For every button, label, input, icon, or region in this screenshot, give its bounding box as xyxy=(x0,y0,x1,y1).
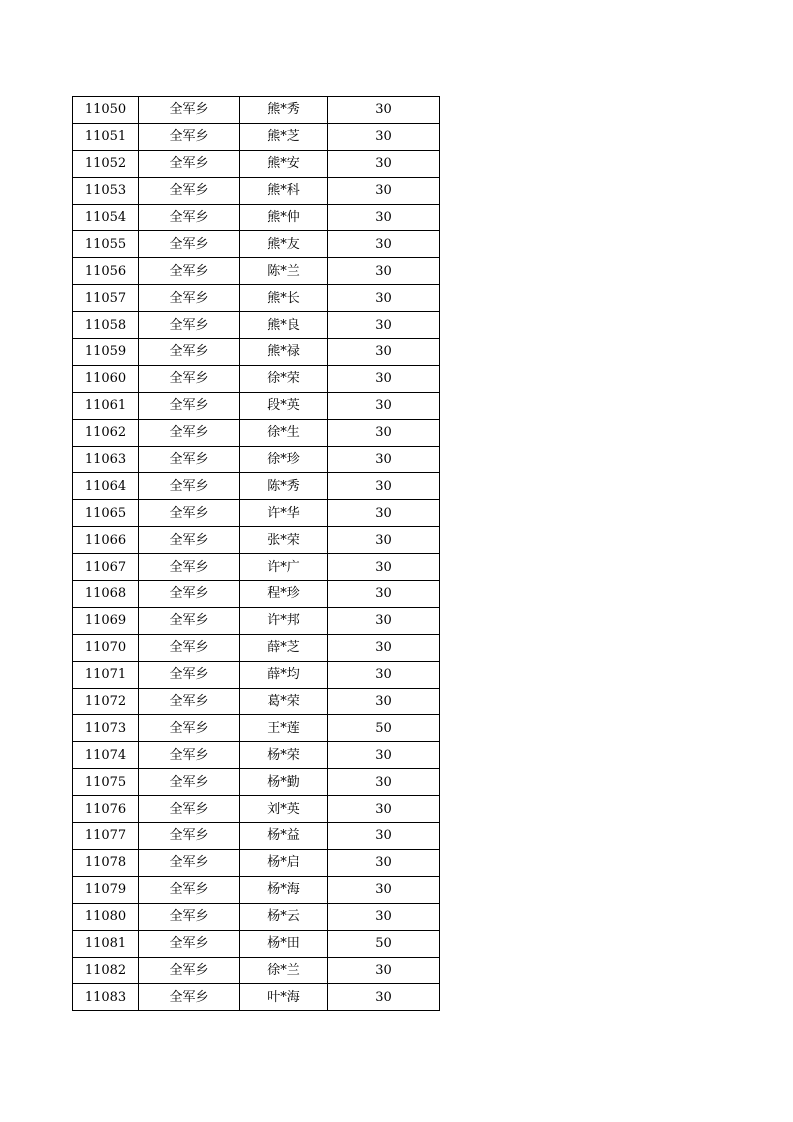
row-id-cell: 11058 xyxy=(73,312,139,339)
row-id-cell: 11080 xyxy=(73,903,139,930)
row-id-cell: 11060 xyxy=(73,365,139,392)
township-cell: 全军乡 xyxy=(139,312,240,339)
row-id-cell: 11083 xyxy=(73,984,139,1011)
table-row xyxy=(73,823,440,850)
township-cell: 全军乡 xyxy=(139,634,240,661)
row-id-cell: 11051 xyxy=(73,123,139,150)
table-row xyxy=(73,957,440,984)
person-name-cell: 杨*海 xyxy=(240,876,328,903)
person-name-cell: 徐*兰 xyxy=(240,957,328,984)
amount-cell: 30 xyxy=(328,392,440,419)
row-id-cell: 11059 xyxy=(73,339,139,366)
township-cell: 全军乡 xyxy=(139,581,240,608)
person-name-cell: 熊*秀 xyxy=(240,97,328,124)
person-name-cell: 刘*英 xyxy=(240,796,328,823)
person-name-cell: 熊*科 xyxy=(240,177,328,204)
amount-cell: 30 xyxy=(328,339,440,366)
amount-cell: 30 xyxy=(328,796,440,823)
row-id-cell: 11074 xyxy=(73,742,139,769)
township-cell: 全军乡 xyxy=(139,204,240,231)
table-row xyxy=(73,554,440,581)
amount-cell: 30 xyxy=(328,554,440,581)
row-id-cell: 11068 xyxy=(73,581,139,608)
row-id-cell: 11066 xyxy=(73,527,139,554)
amount-cell: 30 xyxy=(328,527,440,554)
table-row xyxy=(73,581,440,608)
row-id-cell: 11079 xyxy=(73,876,139,903)
amount-cell: 50 xyxy=(328,930,440,957)
row-id-cell: 11071 xyxy=(73,661,139,688)
table-row xyxy=(73,661,440,688)
row-id-cell: 11072 xyxy=(73,688,139,715)
table-row xyxy=(73,527,440,554)
row-id-cell: 11076 xyxy=(73,796,139,823)
township-cell: 全军乡 xyxy=(139,231,240,258)
row-id-cell: 11082 xyxy=(73,957,139,984)
township-cell: 全军乡 xyxy=(139,957,240,984)
amount-cell: 30 xyxy=(328,123,440,150)
township-cell: 全军乡 xyxy=(139,903,240,930)
roster-table-body xyxy=(73,97,440,1011)
amount-cell: 30 xyxy=(328,419,440,446)
amount-cell: 30 xyxy=(328,365,440,392)
person-name-cell: 杨*田 xyxy=(240,930,328,957)
amount-cell: 30 xyxy=(328,957,440,984)
table-row xyxy=(73,984,440,1011)
amount-cell: 30 xyxy=(328,769,440,796)
person-name-cell: 熊*芝 xyxy=(240,123,328,150)
table-row xyxy=(73,849,440,876)
person-name-cell: 王*莲 xyxy=(240,715,328,742)
person-name-cell: 杨*荣 xyxy=(240,742,328,769)
roster-table xyxy=(72,96,440,1011)
township-cell: 全军乡 xyxy=(139,446,240,473)
person-name-cell: 杨*云 xyxy=(240,903,328,930)
row-id-cell: 11055 xyxy=(73,231,139,258)
table-row xyxy=(73,607,440,634)
township-cell: 全军乡 xyxy=(139,473,240,500)
person-name-cell: 许*邦 xyxy=(240,607,328,634)
table-row xyxy=(73,634,440,661)
row-id-cell: 11054 xyxy=(73,204,139,231)
amount-cell: 30 xyxy=(328,231,440,258)
table-row xyxy=(73,419,440,446)
amount-cell: 30 xyxy=(328,473,440,500)
amount-cell: 30 xyxy=(328,849,440,876)
table-row xyxy=(73,339,440,366)
table-row xyxy=(73,688,440,715)
township-cell: 全军乡 xyxy=(139,607,240,634)
township-cell: 全军乡 xyxy=(139,688,240,715)
township-cell: 全军乡 xyxy=(139,97,240,124)
amount-cell: 30 xyxy=(328,688,440,715)
person-name-cell: 徐*生 xyxy=(240,419,328,446)
table-row xyxy=(73,150,440,177)
row-id-cell: 11056 xyxy=(73,258,139,285)
table-row xyxy=(73,123,440,150)
table-row xyxy=(73,903,440,930)
township-cell: 全军乡 xyxy=(139,796,240,823)
person-name-cell: 许*华 xyxy=(240,500,328,527)
row-id-cell: 11053 xyxy=(73,177,139,204)
row-id-cell: 11077 xyxy=(73,823,139,850)
township-cell: 全军乡 xyxy=(139,500,240,527)
table-row xyxy=(73,204,440,231)
person-name-cell: 熊*禄 xyxy=(240,339,328,366)
row-id-cell: 11062 xyxy=(73,419,139,446)
row-id-cell: 11052 xyxy=(73,150,139,177)
amount-cell: 30 xyxy=(328,177,440,204)
row-id-cell: 11073 xyxy=(73,715,139,742)
township-cell: 全军乡 xyxy=(139,930,240,957)
township-cell: 全军乡 xyxy=(139,339,240,366)
person-name-cell: 杨*勤 xyxy=(240,769,328,796)
row-id-cell: 11075 xyxy=(73,769,139,796)
township-cell: 全军乡 xyxy=(139,661,240,688)
table-row xyxy=(73,446,440,473)
person-name-cell: 熊*仲 xyxy=(240,204,328,231)
township-cell: 全军乡 xyxy=(139,823,240,850)
person-name-cell: 葛*荣 xyxy=(240,688,328,715)
person-name-cell: 张*荣 xyxy=(240,527,328,554)
row-id-cell: 11069 xyxy=(73,607,139,634)
person-name-cell: 杨*益 xyxy=(240,823,328,850)
table-row xyxy=(73,258,440,285)
table-row xyxy=(73,312,440,339)
person-name-cell: 薛*均 xyxy=(240,661,328,688)
person-name-cell: 熊*长 xyxy=(240,285,328,312)
row-id-cell: 11064 xyxy=(73,473,139,500)
table-row xyxy=(73,876,440,903)
row-id-cell: 11067 xyxy=(73,554,139,581)
amount-cell: 30 xyxy=(328,97,440,124)
row-id-cell: 11065 xyxy=(73,500,139,527)
township-cell: 全军乡 xyxy=(139,984,240,1011)
amount-cell: 30 xyxy=(328,903,440,930)
township-cell: 全军乡 xyxy=(139,419,240,446)
township-cell: 全军乡 xyxy=(139,258,240,285)
amount-cell: 30 xyxy=(328,312,440,339)
table-row xyxy=(73,177,440,204)
table-row xyxy=(73,715,440,742)
row-id-cell: 11057 xyxy=(73,285,139,312)
table-row xyxy=(73,97,440,124)
amount-cell: 30 xyxy=(328,258,440,285)
township-cell: 全军乡 xyxy=(139,527,240,554)
amount-cell: 30 xyxy=(328,876,440,903)
row-id-cell: 11050 xyxy=(73,97,139,124)
amount-cell: 30 xyxy=(328,150,440,177)
table-row xyxy=(73,285,440,312)
person-name-cell: 许*广 xyxy=(240,554,328,581)
township-cell: 全军乡 xyxy=(139,285,240,312)
row-id-cell: 11070 xyxy=(73,634,139,661)
township-cell: 全军乡 xyxy=(139,715,240,742)
amount-cell: 30 xyxy=(328,823,440,850)
township-cell: 全军乡 xyxy=(139,392,240,419)
township-cell: 全军乡 xyxy=(139,554,240,581)
amount-cell: 30 xyxy=(328,285,440,312)
table-row xyxy=(73,796,440,823)
amount-cell: 30 xyxy=(328,742,440,769)
person-name-cell: 杨*启 xyxy=(240,849,328,876)
amount-cell: 30 xyxy=(328,581,440,608)
person-name-cell: 程*珍 xyxy=(240,581,328,608)
table-row xyxy=(73,930,440,957)
amount-cell: 50 xyxy=(328,715,440,742)
amount-cell: 30 xyxy=(328,500,440,527)
row-id-cell: 11081 xyxy=(73,930,139,957)
amount-cell: 30 xyxy=(328,204,440,231)
table-row xyxy=(73,500,440,527)
table-row xyxy=(73,742,440,769)
amount-cell: 30 xyxy=(328,984,440,1011)
table-row xyxy=(73,473,440,500)
table-row xyxy=(73,392,440,419)
person-name-cell: 熊*良 xyxy=(240,312,328,339)
row-id-cell: 11078 xyxy=(73,849,139,876)
township-cell: 全军乡 xyxy=(139,365,240,392)
person-name-cell: 叶*海 xyxy=(240,984,328,1011)
township-cell: 全军乡 xyxy=(139,742,240,769)
row-id-cell: 11061 xyxy=(73,392,139,419)
township-cell: 全军乡 xyxy=(139,769,240,796)
amount-cell: 30 xyxy=(328,661,440,688)
township-cell: 全军乡 xyxy=(139,876,240,903)
amount-cell: 30 xyxy=(328,446,440,473)
amount-cell: 30 xyxy=(328,634,440,661)
row-id-cell: 11063 xyxy=(73,446,139,473)
person-name-cell: 熊*安 xyxy=(240,150,328,177)
table-row xyxy=(73,769,440,796)
person-name-cell: 薛*芝 xyxy=(240,634,328,661)
person-name-cell: 徐*珍 xyxy=(240,446,328,473)
township-cell: 全军乡 xyxy=(139,177,240,204)
person-name-cell: 段*英 xyxy=(240,392,328,419)
amount-cell: 30 xyxy=(328,607,440,634)
person-name-cell: 熊*友 xyxy=(240,231,328,258)
person-name-cell: 陈*秀 xyxy=(240,473,328,500)
township-cell: 全军乡 xyxy=(139,150,240,177)
person-name-cell: 陈*兰 xyxy=(240,258,328,285)
township-cell: 全军乡 xyxy=(139,849,240,876)
table-row xyxy=(73,365,440,392)
township-cell: 全军乡 xyxy=(139,123,240,150)
person-name-cell: 徐*荣 xyxy=(240,365,328,392)
table-row xyxy=(73,231,440,258)
